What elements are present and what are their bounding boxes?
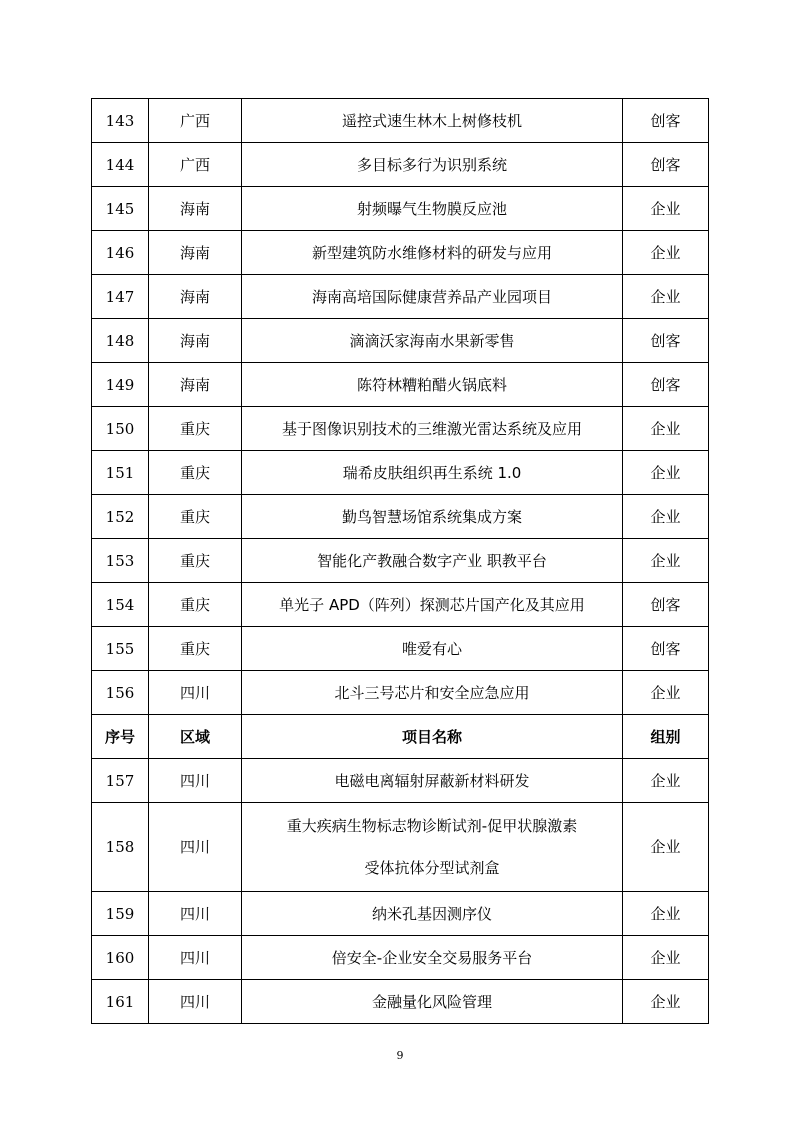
cell-no: 157 [92,759,149,803]
cell-name: 多目标多行为识别系统 [242,143,623,187]
cell-group: 创客 [623,627,709,671]
cell-region: 四川 [149,892,242,936]
cell-group: 企业 [623,892,709,936]
table-row [92,187,709,231]
cell-group: 创客 [623,143,709,187]
cell-name: 单光子 APD（阵列）探测芯片国产化及其应用 [242,583,623,627]
cell-no: 153 [92,539,149,583]
cell-group: 企业 [623,231,709,275]
cell-region: 重庆 [149,539,242,583]
cell-region: 海南 [149,363,242,407]
cell-no: 155 [92,627,149,671]
table-row [92,803,709,892]
table-body-bottom [92,892,709,1024]
cell-group: 企业 [623,187,709,231]
cell-group: 企业 [623,936,709,980]
cell-no: 159 [92,892,149,936]
cell-name-line-2: 受体抗体分型试剂盒 [364,859,500,877]
table-row [92,231,709,275]
cell-name: 滴滴沃家海南水果新零售 [242,319,623,363]
cell-no: 156 [92,671,149,715]
cell-region: 海南 [149,275,242,319]
cell-name: 北斗三号芯片和安全应急应用 [242,671,623,715]
cell-group: 创客 [623,319,709,363]
cell-region: 四川 [149,759,242,803]
cell-region: 四川 [149,936,242,980]
table-row [92,495,709,539]
cell-region: 广西 [149,99,242,143]
cell-group: 企业 [623,671,709,715]
cell-name: 电磁电离辐射屏蔽新材料研发 [242,759,623,803]
cell-no: 148 [92,319,149,363]
cell-name: 勤鸟智慧场馆系统集成方案 [242,495,623,539]
cell-name: 瑞希皮肤组织再生系统 1.0 [242,451,623,495]
table-row [92,99,709,143]
cell-group: 创客 [623,363,709,407]
cell-name: 新型建筑防水维修材料的研发与应用 [242,231,623,275]
cell-group: 企业 [623,407,709,451]
cell-name: 智能化产教融合数字产业 职教平台 [242,539,623,583]
table-row [92,363,709,407]
table-row [92,451,709,495]
header-name: 项目名称 [242,715,623,759]
cell-no: 152 [92,495,149,539]
page-number: 9 [396,1049,404,1062]
cell-region: 重庆 [149,627,242,671]
table-row [92,671,709,715]
table-row [92,627,709,671]
table-row [92,319,709,363]
cell-no: 151 [92,451,149,495]
cell-no: 158 [92,803,149,892]
cell-name: 射频曝气生物膜反应池 [242,187,623,231]
cell-name: 陈符林糟粕醋火锅底料 [242,363,623,407]
table-row [92,143,709,187]
cell-no: 146 [92,231,149,275]
header-group: 组别 [623,715,709,759]
cell-no: 145 [92,187,149,231]
cell-name: 唯爱有心 [242,627,623,671]
table-row [92,539,709,583]
table-row [92,759,709,803]
cell-region: 海南 [149,319,242,363]
cell-name: 金融量化风险管理 [242,980,623,1024]
header-region: 区域 [149,715,242,759]
cell-group: 企业 [623,803,709,892]
cell-no: 160 [92,936,149,980]
cell-region: 重庆 [149,451,242,495]
table-row [92,583,709,627]
header-no: 序号 [92,715,149,759]
cell-group: 企业 [623,275,709,319]
table-body-top [92,99,709,715]
cell-no: 150 [92,407,149,451]
cell-no: 147 [92,275,149,319]
table-header-section [92,715,709,892]
cell-name: 海南高培国际健康营养品产业园项目 [242,275,623,319]
cell-group: 企业 [623,980,709,1024]
cell-group: 企业 [623,451,709,495]
cell-name: 基于图像识别技术的三维激光雷达系统及应用 [242,407,623,451]
cell-region: 重庆 [149,583,242,627]
cell-no: 161 [92,980,149,1024]
cell-group: 企业 [623,759,709,803]
table-header-row [92,715,709,759]
cell-group: 创客 [623,583,709,627]
cell-no: 144 [92,143,149,187]
project-table [91,98,709,1024]
cell-no: 143 [92,99,149,143]
table-row [92,892,709,936]
cell-region: 海南 [149,187,242,231]
cell-region: 重庆 [149,495,242,539]
cell-region: 广西 [149,143,242,187]
cell-region: 四川 [149,671,242,715]
cell-name-line-1: 重大疾病生物标志物诊断试剂-促甲状腺激素 [286,817,578,835]
cell-region: 四川 [149,803,242,892]
cell-name: 倍安全-企业安全交易服务平台 [242,936,623,980]
cell-region: 四川 [149,980,242,1024]
table-row [92,275,709,319]
cell-name: 遥控式速生林木上树修枝机 [242,99,623,143]
cell-group: 企业 [623,495,709,539]
cell-no: 149 [92,363,149,407]
cell-name [242,803,623,892]
cell-no: 154 [92,583,149,627]
cell-group: 企业 [623,539,709,583]
cell-region: 海南 [149,231,242,275]
table-row [92,936,709,980]
cell-group: 创客 [623,99,709,143]
table-row [92,980,709,1024]
table-row [92,407,709,451]
cell-name: 纳米孔基因测序仪 [242,892,623,936]
cell-region: 重庆 [149,407,242,451]
